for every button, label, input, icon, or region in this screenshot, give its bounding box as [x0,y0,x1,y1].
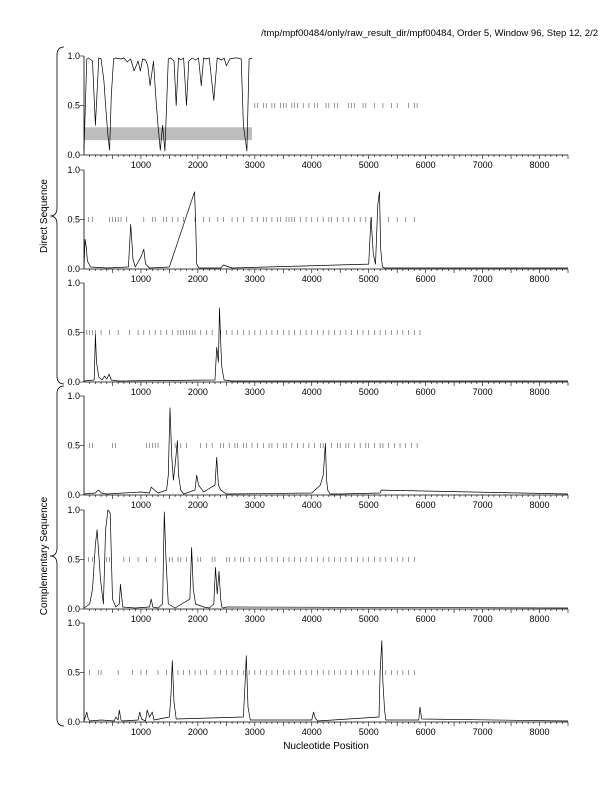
x-tick-label: 1000 [130,160,151,170]
shaded-region [84,127,252,140]
panel-4 [67,391,568,510]
x-tick-label: 3000 [244,274,265,284]
panel-1 [67,51,568,170]
x-tick-label: 6000 [415,500,436,510]
x-tick-label: 3000 [244,614,265,624]
x-tick-label: 7000 [472,614,493,624]
x-tick-label: 3000 [244,387,265,397]
x-tick-label: 7000 [472,387,493,397]
panel-5 [67,505,568,624]
x-tick-label: 5000 [358,274,379,284]
panels-group [67,51,568,737]
complementary-sequence-brace [50,386,64,726]
direct-sequence-label: Direct Sequence [39,179,50,253]
x-tick-label: 7000 [472,160,493,170]
x-tick-label: 8000 [529,274,550,284]
y-tick-label: 0.0 [67,490,80,500]
y-tick-label: 1.0 [67,618,80,628]
x-tick-label: 2000 [187,727,208,737]
panel-2 [67,165,568,284]
y-tick-label: 1.0 [67,278,80,288]
direct-sequence-brace [50,47,64,384]
x-tick-label: 4000 [301,160,322,170]
data-line [84,408,568,494]
x-axis-label: Nucleotide Position [283,741,369,752]
x-tick-label: 6000 [415,614,436,624]
y-tick-label: 0.5 [67,440,80,451]
x-tick-label: 2000 [187,160,208,170]
x-tick-label: 8000 [529,614,550,624]
x-tick-label: 8000 [529,387,550,397]
x-tick-label: 4000 [301,500,322,510]
y-tick-label: 1.0 [67,391,80,401]
data-line [84,192,568,268]
y-tick-label: 0.5 [67,667,80,678]
x-tick-label: 4000 [301,614,322,624]
x-tick-label: 5000 [358,160,379,170]
data-line [84,641,568,721]
panel-3 [67,278,568,397]
y-tick-label: 0.5 [67,100,80,111]
x-tick-label: 4000 [301,274,322,284]
x-tick-label: 1000 [130,387,151,397]
y-tick-label: 0.0 [67,150,80,160]
x-tick-label: 4000 [301,387,322,397]
x-tick-label: 6000 [415,387,436,397]
x-tick-label: 5000 [358,387,379,397]
x-tick-label: 2000 [187,500,208,510]
y-tick-label: 1.0 [67,505,80,515]
y-tick-label: 1.0 [67,51,80,61]
y-tick-label: 0.5 [67,554,80,565]
x-tick-label: 8000 [529,500,550,510]
y-tick-label: 0.5 [67,214,80,225]
x-tick-label: 7000 [472,727,493,737]
panel-6 [67,618,568,737]
data-line [84,308,568,381]
x-tick-label: 2000 [187,614,208,624]
x-tick-label: 5000 [358,500,379,510]
y-tick-label: 0.5 [67,327,80,338]
x-tick-label: 7000 [472,500,493,510]
y-tick-label: 0.0 [67,264,80,274]
x-tick-label: 8000 [529,160,550,170]
x-tick-label: 1000 [130,727,151,737]
y-tick-label: 0.0 [67,604,80,614]
y-tick-label: 1.0 [67,165,80,175]
complementary-sequence-label: Complementary Sequence [39,496,50,616]
x-tick-label: 5000 [358,614,379,624]
x-tick-label: 3000 [244,727,265,737]
data-line [84,510,568,608]
x-tick-label: 2000 [187,387,208,397]
y-tick-label: 0.0 [67,717,80,727]
x-tick-label: 6000 [415,274,436,284]
x-tick-label: 3000 [244,500,265,510]
header-title: /tmp/mpf00484/only/raw_result_dir/mpf00484, Order 5, Window 96, Step 12, 2/2 [261,28,598,39]
x-tick-label: 6000 [415,727,436,737]
x-tick-label: 1000 [130,274,151,284]
x-tick-label: 7000 [472,274,493,284]
x-tick-label: 5000 [358,727,379,737]
y-tick-label: 0.0 [67,377,80,387]
x-tick-label: 1000 [130,500,151,510]
x-tick-label: 8000 [529,727,550,737]
x-tick-label: 2000 [187,274,208,284]
x-tick-label: 4000 [301,727,322,737]
x-tick-label: 1000 [130,614,151,624]
x-tick-label: 3000 [244,160,265,170]
x-tick-label: 6000 [415,160,436,170]
